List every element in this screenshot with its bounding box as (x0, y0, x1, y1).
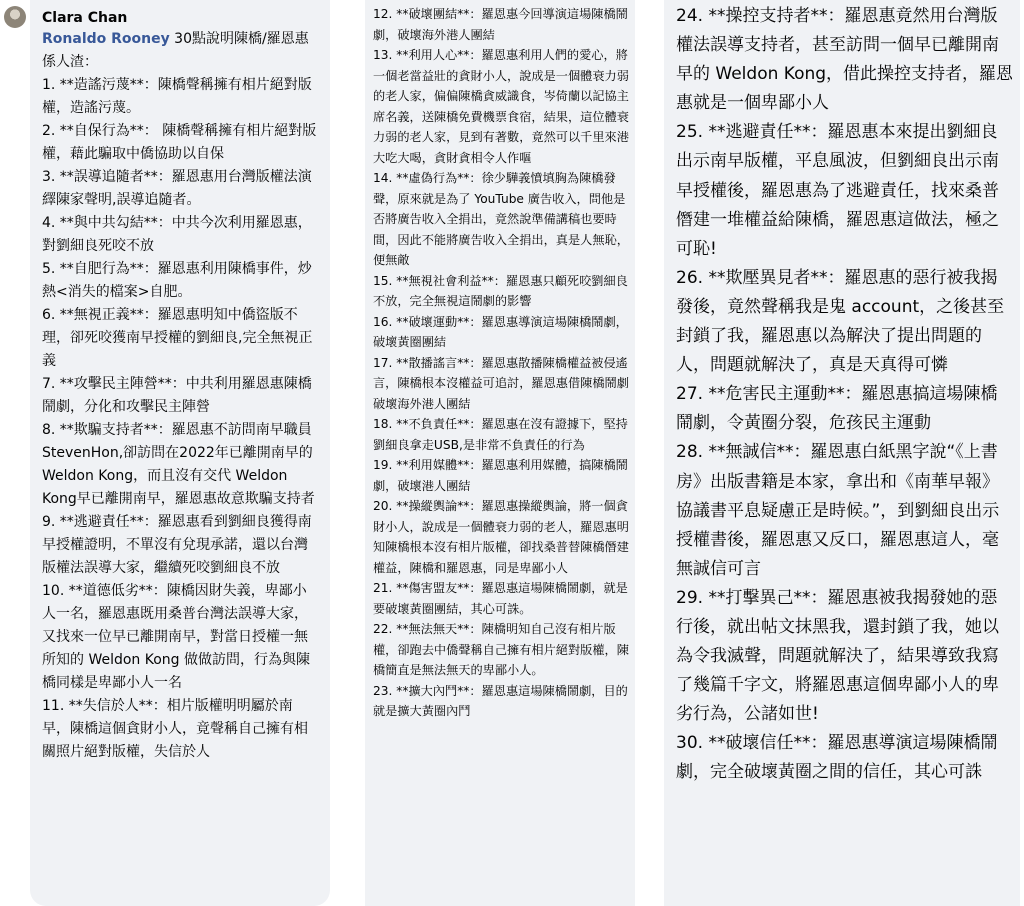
list-item: 8. **欺騙支持者**：羅恩惠不訪問南早職員StevenHon,卻訪問在2022年已離開南早的Weldon Kong，而且沒有交代 Weldon Kong早已離開南早，羅恩惠故意欺騙支持者 (42, 422, 315, 507)
list-item: 16. **破壞運動**：羅恩惠導演這場陳橋鬧劇，破壞黃圈團結 (373, 314, 628, 349)
comment-bubble-right (664, 0, 1020, 906)
list-item: 20. **操縱輿論**：羅恩惠操縱輿論，將一個貪財小人，說成是一個體衰力弱的老人，羅恩惠明知陳橋根本沒有相片版權，卻找桑普替陳橋僭建權益，陳橋和羅恩惠，同是卑鄙小人 (373, 499, 629, 575)
list-item: 7. **攻擊民主陣營**：中共利用羅恩惠陳橋鬧劇，分化和攻擊民主陣營 (42, 376, 312, 415)
list-item: 30. **破壞信任**：羅恩惠導演這場陳橋鬧劇，完全破壞黃圈之間的信任，其心可誅 (676, 733, 998, 783)
list-item: 1. **造謠污蔑**：陳橋聲稱擁有相片絕對版權，造謠污蔑。 (42, 77, 312, 116)
comment-bubble-left (30, 0, 330, 906)
list-item: 27. **危害民主運動**：羅恩惠搞這場陳橋鬧劇，令黃圈分裂，危孩民主運動 (676, 384, 998, 434)
comment-bubble-middle (365, 0, 635, 906)
mention-link[interactable]: Ronaldo Rooney (42, 31, 170, 47)
list-item: 14. **虛偽行為**：徐少驊義憤填胸為陳橋發聲，原來就是為了 YouTube 廣告收入，問他是否將廣告收入全捐出，竟然說準備講稿也要時間，因此不能將廣告收入全捐出，真是人無恥，便無敵 (373, 171, 629, 267)
list-item: 11. **失信於人**：相片版權明明屬於南早，陳橋這個貪財小人，竟聲稱自己擁有相關照片絕對版權，失信於人 (42, 698, 308, 760)
list-item: 3. **誤導追隨者**：羅恩惠用台灣版權法演繹陳家聲明,誤導追隨者。 (42, 169, 312, 208)
list-item: 29. **打擊異己**：羅恩惠被我揭發她的惡行後，就出帖文抹黑我，還封鎖了我，她以為令我滅聲，問題就解決了，結果導致我寫了幾篇千字文，將羅恩惠這個卑鄙小人的卑劣行為，公諸如世! (676, 587, 999, 725)
list-item: 24. **操控支持者**：羅恩惠竟然用台灣版權法誤導支持者，甚至訪問一個早已離開南早的 Weldon Kong，借此操控支持者，羅恩惠就是一個卑鄙小人 (676, 6, 1014, 114)
list-item: 18. **不負責任**：羅恩惠在沒有證據下，堅持劉細良拿走USB,是非常不負責任的行為 (373, 417, 628, 452)
list-item: 26. **欺壓異見者**：羅恩惠的惡行被我揭發後，竟然聲稱我是鬼 account，之後甚至封鎖了我，羅恩惠以為解決了提出問題的人，問題就解決了，真是天真得可憐 (676, 267, 1005, 376)
list-item: 5. **自肥行為**：羅恩惠利用陳橋事件，炒熱<消失的檔案>自肥。 (42, 261, 312, 300)
avatar[interactable] (4, 6, 26, 28)
list-item: 13. **利用人心**：羅恩惠利用人們的愛心，將一個老當益壯的貪財小人，說成是一個體衰力弱的老人家，偏偏陳橋貪威識食，岑倚蘭以記協主席名義，送陳橋免費機票食宿，結果，這位體衰力弱的老人家，見到有著數，竟然可以千里來港大吃大喝，貪財貪相令人作嘔 (373, 48, 629, 165)
list-item: 19. **利用媒體**：羅恩惠利用媒體，搞陳橋鬧劇，破壞港人團結 (373, 458, 628, 493)
list-item: 9. **逃避責任**：羅恩惠看到劉細良獲得南早授權證明，不單沒有兌現承諾，還以台灣版權法誤導大家，繼續死咬劉細良不放 (42, 514, 312, 576)
intro-text: 30點說明陳橋/羅恩惠係人渣： (42, 31, 309, 70)
list-item: 4. **與中共勾結**：中共今次利用羅恩惠，對劉細良死咬不放 (42, 215, 312, 254)
list-item: 2. **自保行為**： 陳橋聲稱擁有相片絕對版權，藉此騙取中僑協助以自保 (42, 123, 317, 162)
list-item: 10. **道德低劣**：陳橋因財失義，卑鄙小人一名，羅恩惠既用桑普台灣法誤導大家，又找來一位早已離開南早，對當日授權一無所知的 Weldon Kong 做做訪問，行為與陳橋同樣是卑鄙小人一名 (42, 583, 311, 691)
list-item: 23. **擴大內鬥**：羅恩惠這場陳橋鬧劇，目的就是擴大黃圈內鬥 (373, 683, 628, 718)
list-item: 28. **無誠信**：羅恩惠白紙黑字說“《上書房》出版書籍是本家，拿出和《南華早報》協議書平息疑慮正是時候。”，到劉細良出示授權書後，羅恩惠又反口，羅恩惠這人，毫無誠信可言 (676, 442, 1000, 579)
comment-author-name[interactable]: Clara Chan (42, 10, 128, 26)
list-item: 17. **散播謠言**：羅恩惠散播陳橋權益被侵遙言，陳橋根本沒權益可追討，羅恩惠借陳橋鬧劇破壞海外港人團結 (373, 355, 629, 411)
list-item: 12. **破壞團結**：羅恩惠今回導演這場陳橋鬧劇，破壞海外港人團結 (373, 7, 628, 42)
list-item: 15. **無視社會利益**：羅恩惠只顧死咬劉細良不放，完全無視這鬧劇的影響 (373, 273, 628, 308)
list-item: 6. **無視正義**：羅恩惠明知中僑盜版不理，卻死咬獲南早授權的劉細良,完全無視正義 (42, 307, 313, 369)
comment-intro (42, 28, 320, 74)
list-item: 25. **逃避責任**：羅恩惠本來提出劉細良出示南早版權，平息風波，但劉細良出示南早授權後，羅恩惠為了逃避責任，找來桑普僭建一堆權益給陳橋，羅恩惠這做法，極之可恥! (676, 122, 999, 259)
list-item: 22. **無法無天**：陳橋明知自己沒有相片版權，卻跑去中僑聲稱自己擁有相片絕對版權，陳橋簡直是無法無天的卑鄙小人。 (373, 622, 629, 677)
list-item: 21. **傷害盟友**：羅恩惠這場陳橋鬧劇，就是要破壞黃圈團結，其心可誅。 (373, 581, 628, 616)
